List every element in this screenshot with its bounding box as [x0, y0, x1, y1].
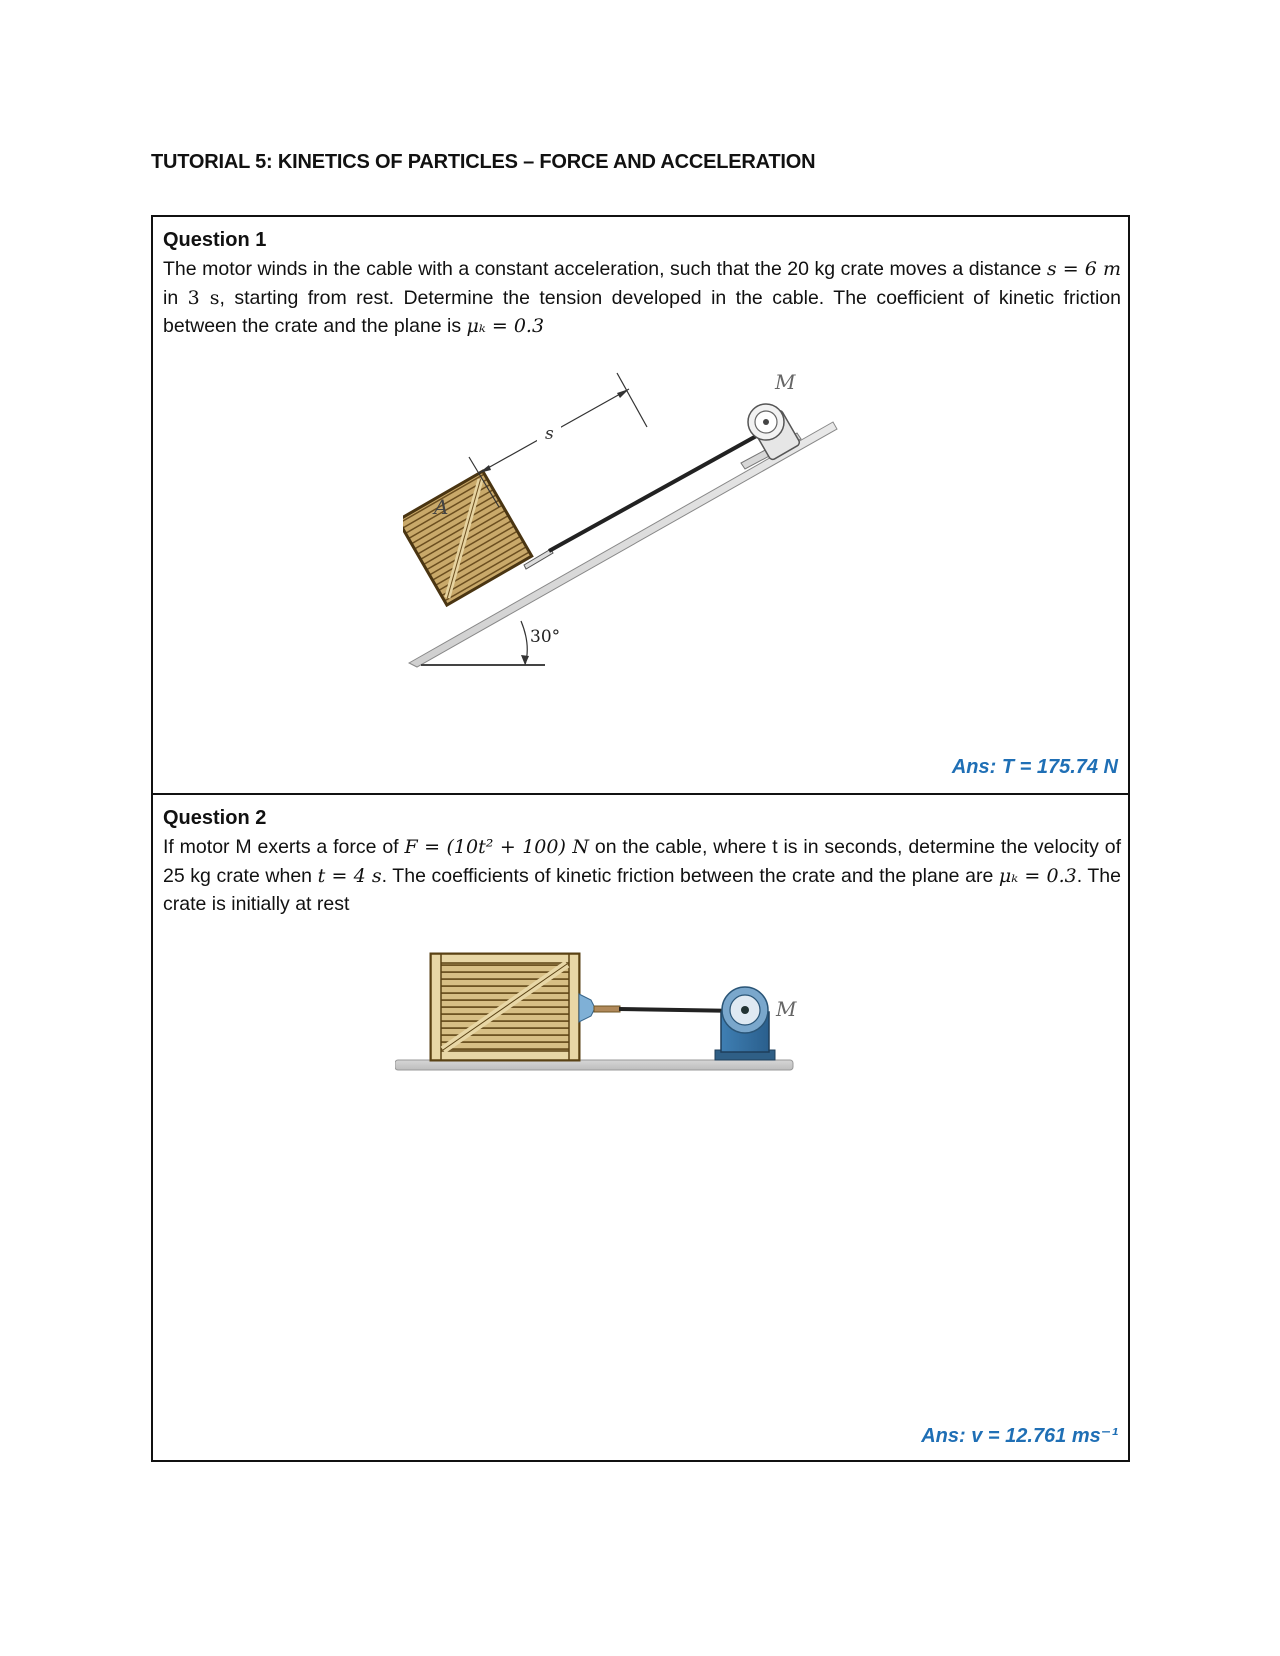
- q1-math-distance: s = 6 m: [1046, 258, 1121, 280]
- q1-text-part-2: in: [163, 286, 188, 309]
- crate-bracket: [579, 994, 595, 1022]
- q1-math-time: 3 s: [187, 286, 220, 309]
- dimension-arrowhead-left: [479, 465, 491, 473]
- question-1-text: [163, 255, 1121, 341]
- q2-text-part-2: on the cable, where t is in seconds, determine the velocity of 25 kg crate when: [163, 836, 1121, 887]
- question-1-box: [151, 215, 1130, 795]
- inclined-plane-figure: [403, 367, 853, 687]
- question-2-box: [151, 793, 1130, 1462]
- motor-label-m: M: [776, 997, 797, 1021]
- motor-m: [715, 987, 775, 1060]
- dimension-label-s: s: [545, 424, 554, 444]
- angle-label: 30°: [530, 627, 561, 647]
- question-2-answer: Ans: v = 12.761 ms⁻¹: [921, 1425, 1118, 1447]
- crate-25kg: [431, 954, 579, 1060]
- q2-math-friction: μₖ = 0.3: [998, 864, 1077, 887]
- q2-text-part-4: . The crate is initially at rest: [163, 864, 1121, 915]
- dimension-arrowhead-right: [617, 389, 629, 398]
- cable-connector: [594, 1006, 620, 1012]
- q2-math-time: t = 4 s: [317, 864, 382, 887]
- horizontal-crate-figure: [395, 952, 810, 1082]
- page-title: TUTORIAL 5: KINETICS OF PARTICLES – FORCE AND ACCELERATION: [151, 151, 816, 173]
- motor-label-m: M: [775, 370, 796, 394]
- q2-text-part-3: . The coefficients of kinetic friction between the crate and the plane are: [381, 864, 999, 887]
- question-2-text: [163, 833, 1121, 919]
- q2-math-force: F = (10t² + 100) N: [404, 836, 589, 858]
- q1-text-part-3: , starting from rest. Determine the tension developed in the cable. The coefficient of kinetic friction between the crate and the plane is: [163, 286, 1121, 337]
- motor-m: [741, 404, 801, 469]
- q2-text-part-1: If motor M exerts a force of: [163, 836, 405, 858]
- question-2-heading: Question 2: [163, 807, 267, 829]
- cable: [549, 429, 769, 551]
- crate-a: [403, 471, 532, 605]
- question-1-answer: Ans: T = 175.74 N: [951, 756, 1118, 778]
- q1-text-part-1: The motor winds in the cable with a constant acceleration, such that the 20 kg crate moves a distance: [163, 258, 1047, 280]
- crate-label-a: A: [434, 495, 449, 519]
- q1-math-friction: μₖ = 0.3: [466, 315, 545, 337]
- dimension-extension-right: [617, 373, 647, 427]
- angle-arrowhead: [521, 655, 529, 665]
- question-1-heading: Question 1: [163, 229, 267, 251]
